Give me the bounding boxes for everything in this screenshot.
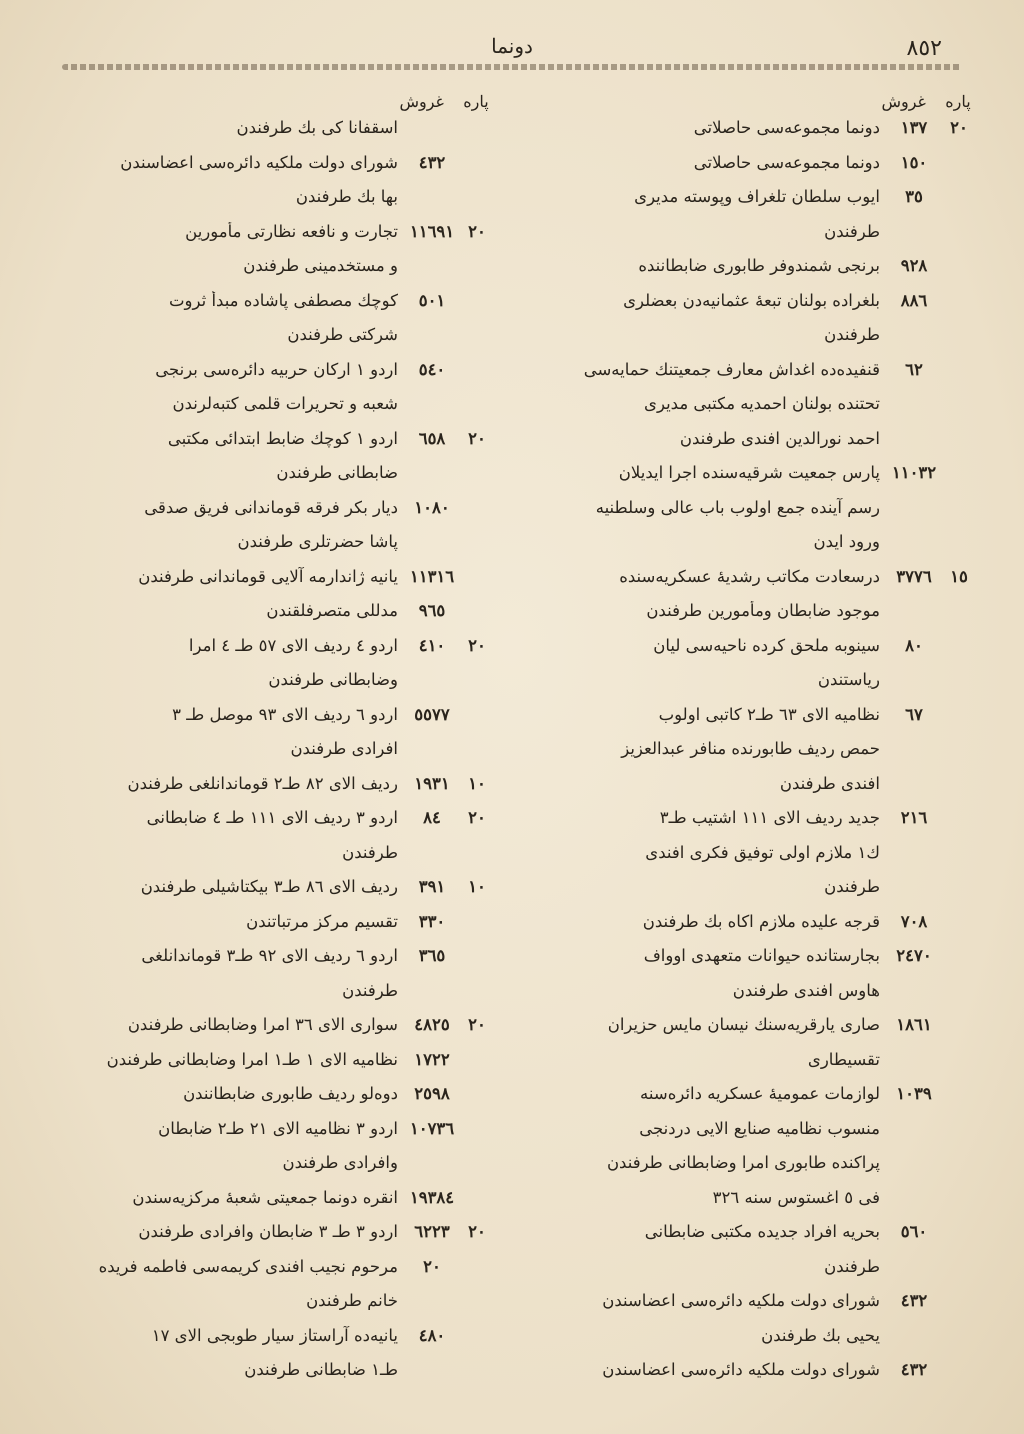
- gurus-amount: ١١٠٣٢: [891, 463, 937, 482]
- entry-text: وضابطانی طرفندن: [268, 670, 398, 689]
- entry-text: پاشا حضرتلری طرفندن: [237, 532, 398, 551]
- entry-continuation: [540, 877, 976, 912]
- entry-text: تجارت و نافعه نظارتی مأمورین: [185, 221, 398, 241]
- entry-text: ردیف الای ٨٢ طـ٢ قوماندانلغی طرفندن: [127, 773, 398, 793]
- ledger-entry: [540, 567, 976, 636]
- entry-first-line: [540, 912, 976, 947]
- entry-continuation: [540, 774, 976, 809]
- para-amount: ١٠: [468, 773, 486, 793]
- para-amount: ٢٠: [468, 1015, 486, 1034]
- para-amount: ٢٠: [468, 428, 486, 448]
- entry-first-line: [540, 1084, 976, 1119]
- entry-text: ریاستندن: [817, 670, 880, 689]
- gurus-amount: ٢١٦: [900, 808, 928, 827]
- entry-continuation: [540, 222, 976, 257]
- ledger-entry: [540, 118, 976, 153]
- entry-text: افرادی طرفندن: [290, 739, 398, 758]
- entry-continuation: [34, 394, 494, 429]
- gurus-amount: ١٧٢٢: [414, 1049, 450, 1069]
- entry-first-line: [540, 705, 976, 740]
- ledger-entry: [34, 946, 494, 1015]
- entry-first-line: [34, 1050, 494, 1085]
- entry-text: خانم طرفندن: [306, 1291, 398, 1310]
- entry-text: برنجی شمندوفر طابوری ضابطاننده: [638, 256, 880, 275]
- gurus-amount: ٤٣٢: [418, 152, 446, 172]
- gurus-amount: ٦٢: [905, 359, 923, 379]
- gurus-amount: ١٩٣١: [414, 773, 450, 793]
- gurus-amount: ٤٨٢٥: [414, 1015, 450, 1034]
- entry-first-line: [34, 1188, 494, 1223]
- entry-continuation: [540, 1257, 976, 1292]
- gurus-amount: ٣٥: [905, 187, 923, 206]
- entry-continuation: [34, 463, 494, 498]
- entry-first-line: [34, 1326, 494, 1361]
- entry-continuation: [540, 394, 976, 429]
- entry-text: نظامیه الای ٦٣ طـ٢ کاتبی اولوب: [658, 704, 880, 724]
- entry-first-line: [540, 463, 976, 498]
- page-number: ٨٥٢: [906, 36, 942, 61]
- entry-text: تقسیم مرکز مرتباتندن: [246, 911, 398, 931]
- gurus-amount: ٢٥٩٨: [414, 1084, 450, 1103]
- entry-first-line: [34, 567, 494, 602]
- gurus-amount: ١٥٠: [900, 152, 928, 172]
- entry-text: دونما مجموعه‌سی حاصلاتی: [693, 152, 880, 172]
- entry-text: بجارستانده حیوانات متعهدی اوواف: [643, 946, 880, 965]
- entry-text: اردو ١ ارکان حربیه دائره‌سی برنجی: [155, 359, 398, 379]
- entry-first-line: [34, 1119, 494, 1154]
- entry-text: یانیه ژاندارمه آلایی قوماندانی طرفندن: [138, 566, 398, 586]
- para-label: پاره: [945, 92, 971, 111]
- ledger-entry: [34, 808, 494, 877]
- ledger-entry: [34, 222, 494, 291]
- entry-text: اردو ٣ ردیف الای ١١١ طـ ٤ ضابطانی: [146, 808, 398, 827]
- gurus-amount: ٢٤٧٠: [896, 946, 932, 965]
- gurus-amount: ٦٧: [905, 704, 923, 724]
- gurus-amount: ٤١٠: [418, 635, 446, 655]
- entry-text: بها بك طرفندن: [295, 187, 398, 206]
- entry-continuation: [540, 532, 976, 567]
- ledger-entry: [540, 1222, 976, 1291]
- ledger-entry: [540, 153, 976, 188]
- entry-text: طرفندن: [342, 980, 398, 1000]
- entry-text: دوه‌لو ردیف طابوری ضابطانندن: [183, 1084, 398, 1103]
- entry-first-line: [540, 360, 976, 395]
- para-amount: ٢٠: [468, 221, 486, 241]
- entry-text: فی ٥ اغستوس سنه ٣٢٦: [712, 1187, 880, 1207]
- ledger-entry: [34, 1050, 494, 1085]
- ledger-entry: [34, 1119, 494, 1188]
- gurus-amount: ٣٧٧٦: [896, 566, 932, 586]
- ledger-entry: [34, 774, 494, 809]
- column-head: [34, 92, 494, 118]
- ledger-entry: [34, 1015, 494, 1050]
- ledger-entry: [34, 498, 494, 567]
- entry-first-line: [34, 1257, 494, 1292]
- ledger-entry: [34, 1257, 494, 1326]
- gurus-amount: ١٠٧٣٦: [409, 1118, 455, 1138]
- entry-first-line: [34, 705, 494, 740]
- entry-text: انقره دونما جمعیتی شعبهٔ مرکزیه‌سندن: [132, 1187, 398, 1207]
- entry-text: یحیی بك طرفندن: [761, 1325, 880, 1345]
- entry-first-line: [540, 636, 976, 671]
- entry-first-line: [34, 1222, 494, 1257]
- ledger-entry: [540, 1291, 976, 1360]
- ledger-entry: [34, 118, 494, 153]
- entry-first-line: [540, 256, 976, 291]
- gurus-amount: ٩٢٨: [900, 256, 928, 275]
- entry-continuation: [540, 498, 976, 533]
- entry-text: سواری الای ٣٦ امرا وضابطانی طرفندن: [127, 1015, 398, 1034]
- entry-continuation: [34, 532, 494, 567]
- entry-text: نظامیه الای ١ طـ١ امرا وضابطانی طرفندن: [106, 1049, 398, 1069]
- entry-text: شورای دولت ملکیه دائره‌سی اعضاسندن: [602, 1291, 880, 1310]
- gurus-amount: ٤٣٢: [900, 1291, 928, 1310]
- entry-continuation: [34, 670, 494, 705]
- ledger-entry: [34, 912, 494, 947]
- entry-text: اسقفانا کی بك طرفندن: [236, 118, 398, 137]
- entry-text: طرفندن: [342, 842, 398, 862]
- entry-text: رسم آینده جمع اولوب باب عالی وسلطنیه: [595, 497, 880, 517]
- ledger-entry: [540, 705, 976, 809]
- entry-text: شورای دولت ملکیه دائره‌سی اعضاسندن: [120, 152, 398, 172]
- gurus-label: غروش: [881, 92, 926, 111]
- page-header: [60, 28, 964, 62]
- gurus-amount: ٩٦٥: [418, 601, 446, 620]
- gurus-amount: ١٣٧: [900, 118, 928, 137]
- entry-text: حمص ردیف طابورنده منافر عبدالعزیز: [621, 739, 880, 758]
- entry-continuation: [540, 429, 976, 464]
- para-amount: ٢٠: [468, 1222, 486, 1241]
- ledger-entry: [34, 567, 494, 602]
- entry-continuation: [540, 601, 976, 636]
- entry-first-line: [34, 601, 494, 636]
- gurus-amount: ٢٠: [423, 1256, 441, 1276]
- entry-text: کوچك مصطفی پاشاده مبدأ ثروت: [169, 290, 398, 310]
- gurus-amount: ٨٠: [905, 635, 923, 655]
- header-rule: [62, 64, 962, 70]
- ledger-entry: [540, 946, 976, 1015]
- para-amount: ٢٠: [468, 635, 486, 655]
- entry-first-line: [34, 498, 494, 533]
- entry-continuation: [34, 1153, 494, 1188]
- entry-text: ضابطانی طرفندن: [276, 463, 398, 482]
- entry-first-line: [540, 187, 976, 222]
- entry-continuation: [34, 981, 494, 1016]
- ledger-entry: [540, 1084, 976, 1222]
- entry-continuation: [540, 981, 976, 1016]
- entry-text: اردو ٤ ردیف الای ٥٧ طـ ٤ امرا: [188, 635, 398, 655]
- entry-text: دونما مجموعه‌سی حاصلاتی: [693, 118, 880, 137]
- entry-first-line: [34, 877, 494, 912]
- entry-continuation: [34, 739, 494, 774]
- entry-text: و مستخدمینی طرفندن: [243, 256, 398, 275]
- ledger-entry: [540, 1360, 976, 1395]
- entry-text: موجود ضابطان ومأمورین طرفندن: [646, 601, 880, 620]
- ledger-entry: [540, 912, 976, 947]
- entry-text: احمد نورالدین افندی طرفندن: [679, 428, 880, 448]
- entry-text: جدید ردیف الای ١١١ اشتیب طـ٣: [659, 808, 880, 827]
- entry-continuation: [34, 1360, 494, 1395]
- entry-first-line: [540, 291, 976, 326]
- entry-continuation: [34, 256, 494, 291]
- entry-text: بحریه افراد جدیده مکتبی ضابطانی: [644, 1222, 880, 1241]
- entry-text: دیار بکر فرقه قوماندانی فریق صدقی: [144, 497, 398, 517]
- gurus-amount: ٤٣٢: [900, 1360, 928, 1379]
- entry-first-line: [34, 222, 494, 257]
- entry-text: افندی طرفندن: [779, 773, 880, 793]
- gurus-amount: ١١٣١٦: [409, 566, 455, 586]
- entry-text: منسوب نظامیه صنایع الایی دردنجی: [639, 1118, 880, 1138]
- column-head: [540, 92, 976, 118]
- entry-text: هاوس افندی طرفندن: [732, 980, 880, 1000]
- entry-text: پراکنده طابوری امرا وضابطانی طرفندن: [606, 1153, 880, 1172]
- entry-text: طرفندن: [824, 877, 880, 896]
- running-title: دونما: [491, 34, 533, 58]
- gurus-label: غروش: [399, 92, 444, 111]
- entry-first-line: [34, 808, 494, 843]
- entry-continuation: [540, 1119, 976, 1154]
- entry-text: اردو ٣ طـ ٣ ضابطان وافرادی طرفندن: [138, 1222, 398, 1241]
- para-amount: ١٥: [950, 566, 968, 586]
- entry-first-line: [540, 1360, 976, 1395]
- entry-first-line: [34, 774, 494, 809]
- entry-continuation: [34, 1291, 494, 1326]
- ledger-entry: [540, 291, 976, 360]
- gurus-amount: ٤٨٠: [418, 1325, 446, 1345]
- ledger-entry: [540, 463, 976, 567]
- gurus-amount: ٥٠١: [418, 290, 446, 310]
- entry-first-line: [540, 567, 976, 602]
- entry-text: شرکتی طرفندن: [287, 325, 398, 344]
- entry-text: مدللی متصرفلقندن: [266, 601, 398, 620]
- entry-text: یانیه‌ده آراستاز سیار طوبجی الای ١٧: [151, 1325, 398, 1345]
- entry-first-line: [34, 360, 494, 395]
- ledger-entry: [34, 877, 494, 912]
- gurus-amount: ٣٦٥: [418, 946, 446, 965]
- entry-first-line: [34, 946, 494, 981]
- entry-text: درسعادت مکاتب رشدیهٔ عسکریه‌سنده: [619, 566, 880, 586]
- ledger-entry: [540, 187, 976, 256]
- gurus-amount: ٥٤٠: [418, 359, 446, 379]
- gurus-amount: ٨٨٦: [900, 290, 928, 310]
- ledger-entry: [34, 291, 494, 360]
- entry-text: شعبه و تحریرات قلمی کتبه‌لرندن: [172, 394, 398, 413]
- entry-text: قرجه علیده ملازم اکاه بك طرفندن: [642, 911, 880, 931]
- gurus-amount: ٦٢٢٣: [414, 1222, 450, 1241]
- gurus-amount: ١٠٣٩: [896, 1084, 932, 1103]
- ledger-entry: [34, 1326, 494, 1395]
- para-label: پاره: [463, 92, 489, 111]
- entry-text: قنفیده‌ده اغداش معارف جمعیتنك حمایه‌سی: [583, 359, 880, 379]
- entry-continuation: [540, 1050, 976, 1085]
- entry-continuation: [540, 1188, 976, 1223]
- gurus-amount: ٦٥٨: [418, 428, 446, 448]
- entry-text: صاری یارقریه‌سنك نیسان مایس حزیران: [607, 1015, 880, 1034]
- gurus-amount: ٨٤: [423, 808, 441, 827]
- entry-first-line: [34, 912, 494, 947]
- entry-first-line: [34, 1015, 494, 1050]
- entry-first-line: [34, 153, 494, 188]
- entry-text: شورای دولت ملکیه دائره‌سی اعضاسندن: [602, 1360, 880, 1379]
- gurus-amount: ١١٦٩١: [409, 221, 455, 241]
- entry-first-line: [34, 291, 494, 326]
- entry-continuation: [540, 1326, 976, 1361]
- para-amount: ١٠: [468, 877, 486, 896]
- entry-continuation: [34, 325, 494, 360]
- entry-text: بلغراده بولنان تبعهٔ عثمانیه‌دن بعضلری: [623, 290, 880, 310]
- entry-text: اردو ٣ نظامیه الای ٢١ طـ٢ ضابطان: [158, 1118, 398, 1138]
- gurus-amount: ١٨٦١: [896, 1015, 932, 1034]
- ledger-entry: [540, 1015, 976, 1084]
- ledger-entry: [34, 1222, 494, 1257]
- gurus-amount: ٣٩١: [418, 877, 446, 896]
- entry-text: اردو ١ کوچك ضابط ابتدائی مکتبی: [167, 428, 398, 448]
- ledger-entry: [540, 808, 976, 912]
- entry-first-line: [34, 1084, 494, 1119]
- entry-text: ردیف الای ٨٦ طـ٣ بیکتاشیلی طرفندن: [140, 877, 398, 896]
- entry-text: وافرادی طرفندن: [282, 1153, 398, 1172]
- entry-text: تقسیطاری: [807, 1049, 880, 1069]
- entry-text: طرفندن: [824, 325, 880, 344]
- ledger-entry: [540, 256, 976, 291]
- entry-text: سینوبه ملحق کرده ناحیه‌سی لیان: [653, 635, 880, 655]
- ledger-entry: [34, 1188, 494, 1223]
- entry-continuation: [34, 843, 494, 878]
- entry-text: ك١ ملازم اولی توفیق فکری افندی: [645, 842, 880, 862]
- entry-text: لوازمات عمومیهٔ عسکریه دائره‌سنه: [640, 1084, 880, 1103]
- ledger-entry: [34, 636, 494, 705]
- entry-first-line: [34, 429, 494, 464]
- gurus-amount: ٥٦٠: [900, 1222, 928, 1241]
- entry-first-line: [540, 153, 976, 188]
- entry-continuation: [540, 670, 976, 705]
- entry-text: ایوب سلطان تلغراف وپوسته مدیری: [634, 187, 880, 206]
- entry-text: طرفندن: [824, 1256, 880, 1276]
- entry-text: اردو ٦ ردیف الای ٩٣ موصل طـ ٣: [172, 704, 398, 724]
- entry-first-line: [540, 1291, 976, 1326]
- column-right: [540, 92, 976, 1395]
- entry-text: پارس جمعیت شرقیه‌سنده اجرا ایدیلان: [618, 463, 880, 482]
- entry-continuation: [34, 187, 494, 222]
- gurus-amount: ٥٥٧٧: [414, 704, 450, 724]
- gurus-amount: ٣٣٠: [418, 911, 446, 931]
- entry-first-line: [34, 636, 494, 671]
- ledger-entry: [34, 1084, 494, 1119]
- entry-first-line: [540, 1222, 976, 1257]
- entry-continuation: [540, 843, 976, 878]
- entry-first-line: [34, 118, 494, 153]
- entry-text: مرحوم نجیب افندی کریمه‌سی فاطمه فریده: [98, 1256, 398, 1276]
- entry-continuation: [540, 325, 976, 360]
- entry-first-line: [540, 118, 976, 153]
- para-amount: ٢٠: [950, 118, 968, 137]
- ledger-entry: [34, 705, 494, 774]
- entry-text: تحتنده بولنان احمدیه مکتبی مدیری: [644, 394, 880, 413]
- ledger-entry: [34, 360, 494, 429]
- ledger-entry: [540, 636, 976, 705]
- para-amount: ٢٠: [468, 808, 486, 827]
- entry-text: طـ١ ضابطانی طرفندن: [244, 1360, 398, 1379]
- ledger-entry: [34, 429, 494, 498]
- ledger-entry: [34, 153, 494, 222]
- entry-first-line: [540, 808, 976, 843]
- ledger-entry: [540, 360, 976, 464]
- gurus-amount: ١٠٨٠: [414, 497, 450, 517]
- gurus-amount: ٧٠٨: [900, 911, 928, 931]
- entry-first-line: [540, 946, 976, 981]
- entry-text: طرفندن: [824, 221, 880, 241]
- ledger-entry: [34, 601, 494, 636]
- gurus-amount: ١٩٣٨٤: [409, 1187, 455, 1207]
- entry-continuation: [540, 739, 976, 774]
- entry-text: اردو ٦ ردیف الای ٩٢ طـ٣ قوماندانلغی: [141, 946, 398, 965]
- column-left: [34, 92, 494, 1395]
- entry-continuation: [540, 1153, 976, 1188]
- entry-first-line: [540, 1015, 976, 1050]
- entry-text: ورود ایدن: [813, 532, 880, 551]
